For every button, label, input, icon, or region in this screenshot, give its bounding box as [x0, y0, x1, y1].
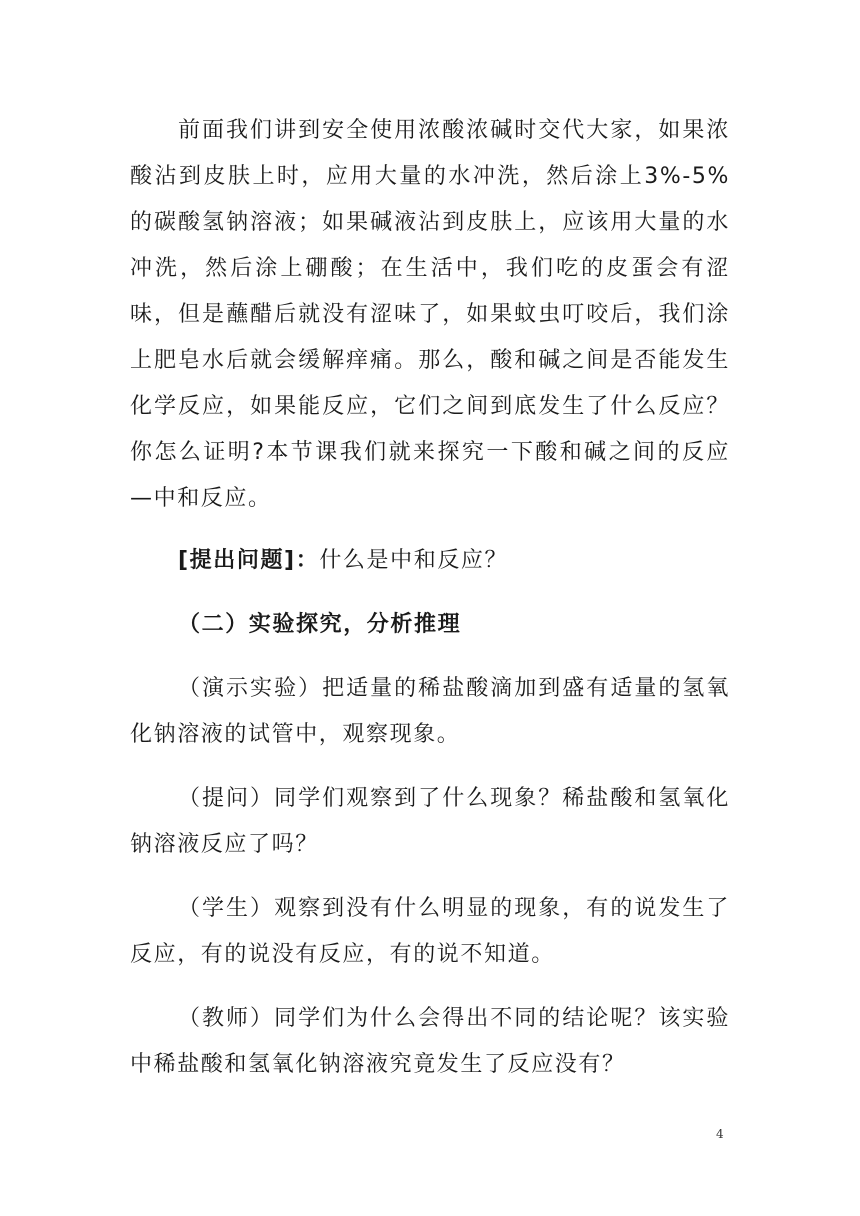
ask-paragraph: （提问）同学们观察到了什么现象？稀盐酸和氢氧化钠溶液反应了吗？	[130, 786, 730, 857]
students-paragraph: （学生）观察到没有什么明显的现象，有的说发生了反应，有的说没有反应，有的说不知道。	[130, 896, 730, 967]
question-label: [提出问题]：	[178, 548, 320, 573]
section-heading: （二）实验探究，分析推理	[178, 612, 462, 637]
intro-paragraph: 前面我们讲到安全使用浓酸浓碱时交代大家，如果浓酸沾到皮肤上时，应用大量的水冲洗，然后涂上3%-5%的碳酸氢钠溶液；如果碱液沾到皮肤上，应该用大量的水冲洗，然后涂上硼酸；在生活中，我们吃的皮蛋会有涩味，但是蘸醋后就没有涩味了，如果蚊虫叮咬后，我们涂上肥皂水后就会缓解痒痛。那么，酸和碱之间是否能发生化学反应，如果能反应，它们之间到底发生了什么反应？你怎么证明?本节课我们就来探究一下酸和碱之间的反应—中和反应。	[130, 118, 730, 511]
page-number: 4	[716, 1127, 724, 1141]
demo-paragraph: （演示实验）把适量的稀盐酸滴加到盛有适量的氢氧化钠溶液的试管中，观察现象。	[130, 676, 730, 747]
page-content	[130, 108, 730, 1106]
teacher-paragraph: （教师）同学们为什么会得出不同的结论呢？该实验中稀盐酸和氢氧化钠溶液究竟发生了反应没有？	[130, 1006, 730, 1077]
question-paragraph	[130, 538, 730, 584]
question-text: 什么是中和反应？	[319, 548, 509, 573]
